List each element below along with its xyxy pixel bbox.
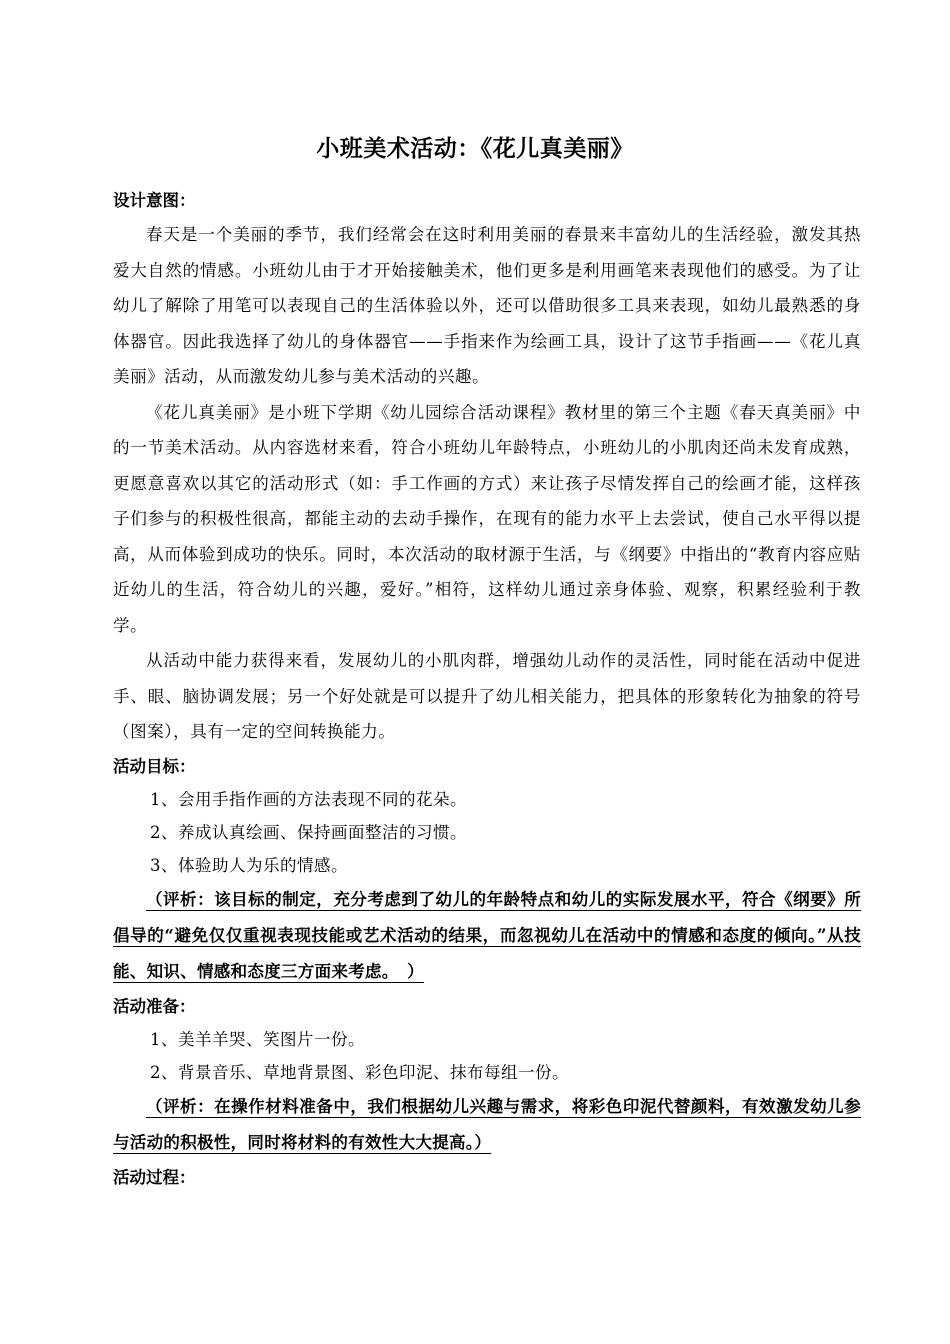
goals-commentary: （评析：该目标的制定，充分考虑到了幼儿的年龄特点和幼儿的实际发展水平，符合《纲要》所倡导的“避免仅仅重视表现技能或艺术活动的结果，而忽视幼儿在活动中的情感和态度的倾向。”从技能、知识、情感和态度三方面来考虑。 ） bbox=[113, 889, 861, 981]
paragraph: 《花儿真美丽》是小班下学期《幼儿园综合活动课程》教材里的第三个主题《春天真美丽》中的一节美术活动。从内容选材来看，符合小班幼儿年龄特点，小班幼儿的小肌肉还尚未发育成熟，更愿意喜欢以其它的活动形式（如：手工作画的方式）来让孩子尽情发挥自己的绘画才能，这样孩子们参与的积极性很高，都能主动的去动手操作，在现有的能力水平上去尝试，使自己水平得以提高，从而体验到成功的快乐。同时，本次活动的取材源于生活，与《纲要》中指出的“教育内容应贴近幼儿的生活，符合幼儿的兴趣，爱好。”相符，这样幼儿通过亲身体验、观察，积累经验利于教学。 bbox=[113, 402, 861, 635]
preparation-item: 2、背景音乐、草地背景图、彩色印泥、抹布每组一份。 bbox=[150, 1062, 569, 1082]
preparation-commentary: （评析：在操作材料准备中，我们根据幼儿兴趣与需求，将彩色印泥代替颜料，有效激发幼儿参与活动的积极性，同时将材料的有效性大大提高。） bbox=[113, 1096, 861, 1152]
section-heading-process: 活动过程： bbox=[113, 1167, 196, 1187]
goal-item: 3、体验助人为乐的情感。 bbox=[150, 855, 348, 875]
document-body bbox=[113, 184, 861, 1194]
preparation-item: 1、美羊羊哭、笑图片一份。 bbox=[150, 1029, 365, 1049]
section-heading-goals: 活动目标： bbox=[113, 756, 196, 776]
page-title: 小班美术活动：《花儿真美丽》 bbox=[316, 135, 634, 162]
section-heading-preparation: 活动准备： bbox=[113, 996, 196, 1016]
section-heading-design-intent: 设计意图： bbox=[113, 191, 196, 210]
paragraph: 春天是一个美丽的季节，我们经常会在这时利用美丽的春景来丰富幼儿的生活经验，激发其热爱大自然的情感。小班幼儿由于才开始接触美术，他们更多是利用画笔来表现他们的感受。为了让幼儿了解除了用笔可以表现自己的生活体验以外，还可以借助很多工具来表现，如幼儿最熟悉的身体器官。因此我选择了幼儿的身体器官——手指来作为绘画工具，设计了这节手指画——《花儿真美丽》活动，从而激发幼儿参与美术活动的兴趣。 bbox=[113, 225, 861, 386]
paragraph: 从活动中能力获得来看，发展幼儿的小肌肉群，增强幼儿动作的灵活性，同时能在活动中促进手、眼、脑协调发展；另一个好处就是可以提升了幼儿相关能力，把具体的形象转化为抽象的符号（图案），具有一定的空间转换能力。 bbox=[113, 651, 861, 741]
goal-item: 1、会用手指作画的方法表现不同的花朵。 bbox=[150, 789, 467, 809]
goal-item: 2、养成认真绘画、保持画面整洁的习惯。 bbox=[150, 822, 467, 842]
